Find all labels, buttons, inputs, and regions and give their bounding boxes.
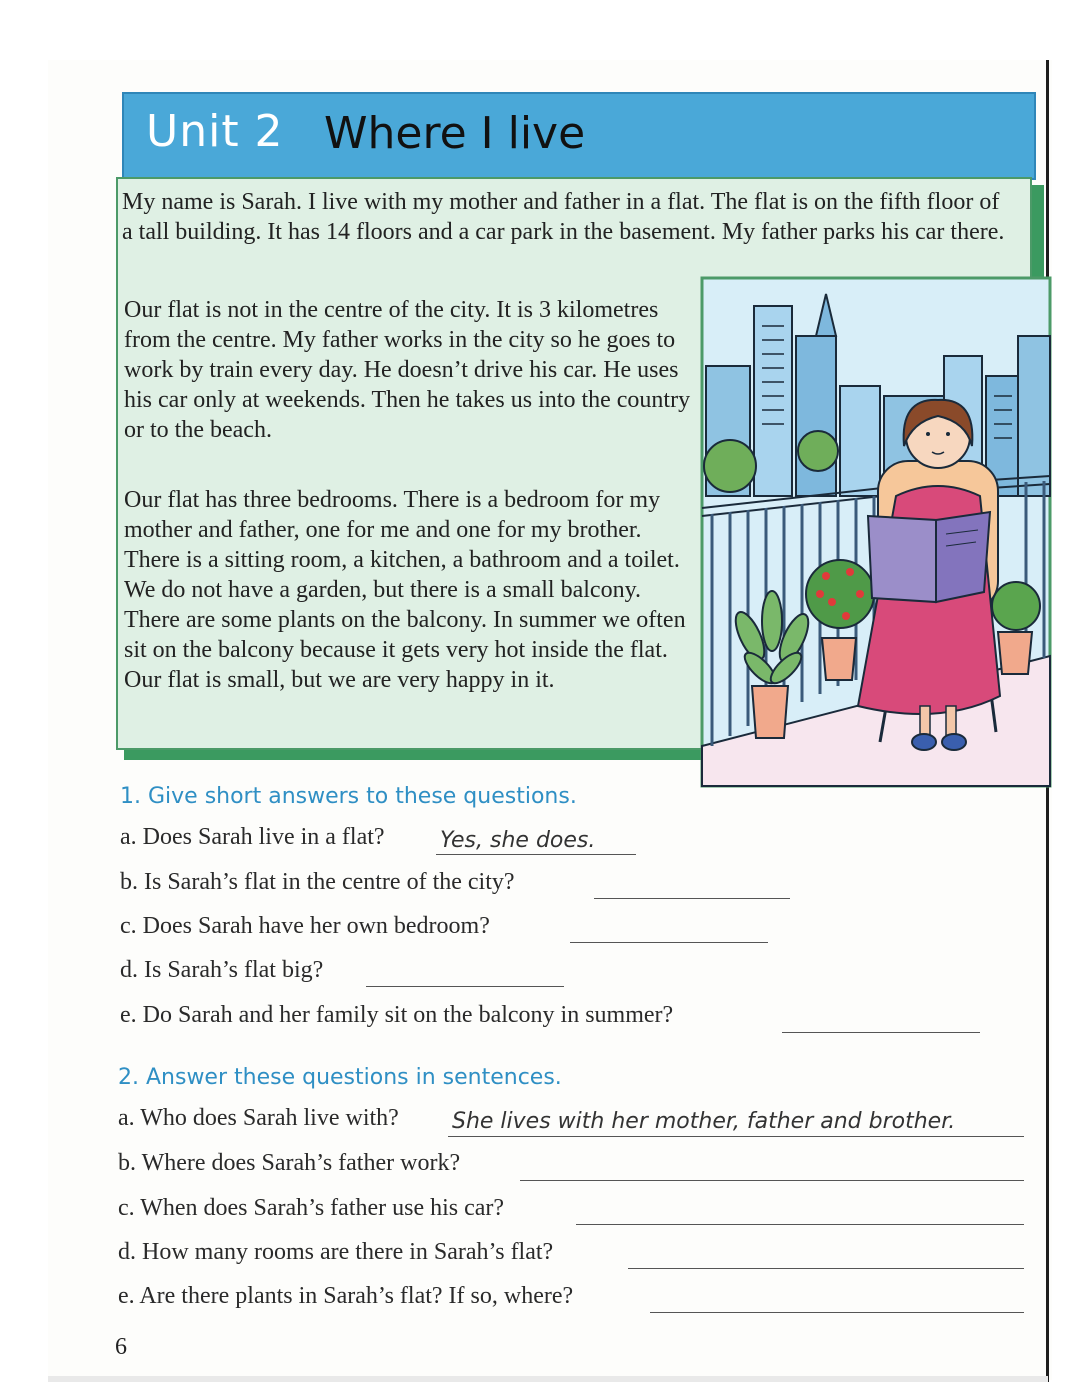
answer-2a: She lives with her mother, father and brother. bbox=[452, 1109, 956, 1134]
answer-line-1a[interactable] bbox=[436, 854, 636, 855]
answer-line-1c[interactable] bbox=[570, 942, 768, 943]
exercise-1-heading: 1. Give short answers to these questions. bbox=[120, 784, 577, 809]
paragraph-3: Our flat has three bedrooms. There is a bedroom for my mother and father, one for me and one for my brother. There is a sitting room, a kitchen, a bathroom and a toilet. We do not have a garden, but there is a small balcony. There are some plants on the balcony. In summer we often sit on the balcony because it gets very hot inside the flat. Our flat is small, but we are very happy in it. bbox=[124, 487, 686, 693]
answer-line-1d[interactable] bbox=[366, 986, 564, 987]
building-icon bbox=[754, 306, 792, 496]
question-2a: a. Who does Sarah live with? bbox=[118, 1105, 399, 1131]
answer-1a: Yes, she does. bbox=[440, 828, 596, 853]
question-1c: c. Does Sarah have her own bedroom? bbox=[120, 913, 490, 939]
shoe-icon bbox=[912, 734, 936, 750]
building-icon bbox=[796, 336, 836, 496]
question-2d: d. How many rooms are there in Sarah’s flat? bbox=[118, 1239, 554, 1265]
unit-banner bbox=[122, 92, 1036, 180]
building-icon bbox=[1018, 336, 1050, 496]
question-2e: e. Are there plants in Sarah’s flat? If so, where? bbox=[118, 1283, 574, 1309]
answer-line-2a[interactable] bbox=[448, 1136, 1024, 1137]
question-1a: a. Does Sarah live in a flat? bbox=[120, 824, 385, 850]
answer-line-2d[interactable] bbox=[628, 1268, 1024, 1269]
question-1d: d. Is Sarah’s flat big? bbox=[120, 957, 324, 983]
page-edge-bottom bbox=[48, 1376, 1048, 1382]
unit-title: Where I live bbox=[324, 108, 586, 159]
question-2c: c. When does Sarah’s father use his car? bbox=[118, 1195, 505, 1221]
answer-line-1b[interactable] bbox=[594, 898, 790, 899]
book-icon bbox=[868, 512, 990, 602]
answer-line-1e[interactable] bbox=[782, 1032, 980, 1033]
unit-label: Unit 2 bbox=[146, 106, 284, 157]
shoe-icon bbox=[942, 734, 966, 750]
exercise-2-heading: 2. Answer these questions in sentences. bbox=[118, 1065, 562, 1090]
question-1e: e. Do Sarah and her family sit on the balcony in summer? bbox=[120, 1002, 674, 1028]
answer-line-2c[interactable] bbox=[576, 1224, 1024, 1225]
answer-line-2b[interactable] bbox=[520, 1180, 1024, 1181]
question-1b: b. Is Sarah’s flat in the centre of the city? bbox=[120, 869, 515, 895]
building-icon bbox=[840, 386, 880, 496]
answer-line-2e[interactable] bbox=[650, 1312, 1024, 1313]
girl-reading-on-balcony-illustration bbox=[700, 276, 1052, 788]
paragraph-1: My name is Sarah. I live with my mother and father in a flat. The flat is on the fifth floor of a tall building. It has 14 floors and a car park in the basement. My father parks his car there. bbox=[122, 189, 1005, 245]
paragraph-2: Our flat is not in the centre of the city. It is 3 kilometres from the centre. My father works in the city so he goes to work by train every day. He doesn’t drive his car. He uses his car only at weekends. Then he takes us into the country or to the beach. bbox=[124, 297, 691, 443]
question-2b: b. Where does Sarah’s father work? bbox=[118, 1150, 461, 1176]
page-number: 6 bbox=[115, 1334, 127, 1360]
